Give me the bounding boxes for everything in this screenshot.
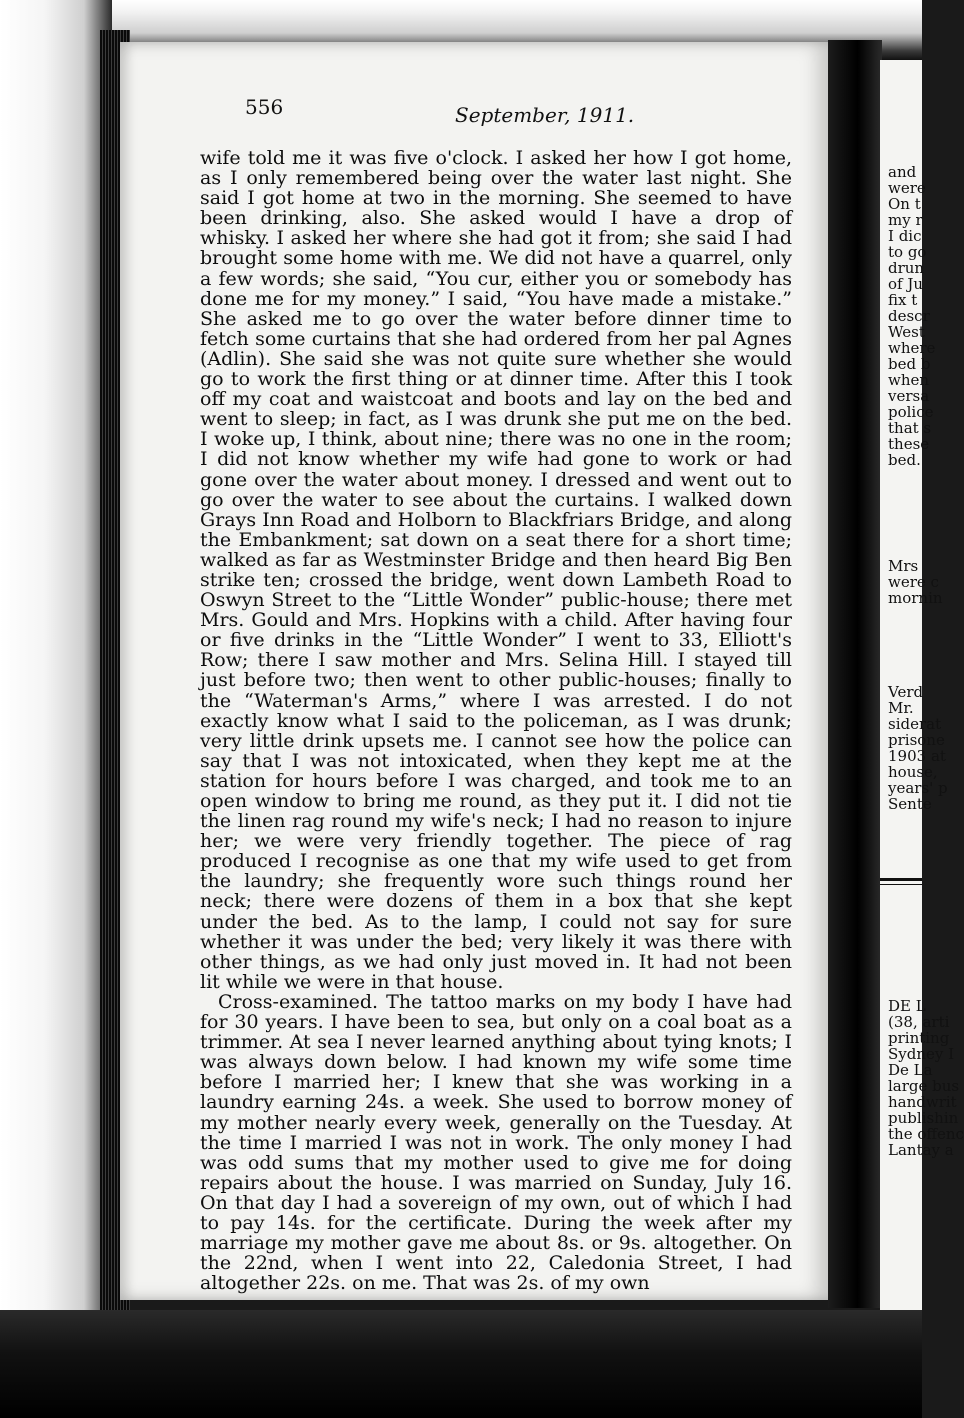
facing-page-line: descr — [888, 307, 930, 325]
facing-page-line: when — [888, 371, 930, 389]
facing-page-line: were — [888, 179, 926, 197]
facing-page-line: Mr. — [888, 699, 914, 717]
facing-page-line: bed. — [888, 451, 921, 469]
scan-border-left — [0, 0, 112, 1418]
facing-page-line: that s — [888, 419, 932, 437]
facing-page-line: Verd — [888, 683, 924, 701]
facing-page-line: prisone — [888, 731, 945, 749]
facing-page-line: large bus — [888, 1077, 960, 1095]
facing-page-line: Lantay a — [888, 1141, 954, 1159]
facing-page-line: (38, arti — [888, 1013, 950, 1031]
facing-page-line: the offenc — [888, 1125, 964, 1143]
facing-page-line: were c — [888, 573, 939, 591]
facing-page-line: publishin — [888, 1109, 959, 1127]
facing-page — [880, 60, 964, 1310]
facing-page-line: siderat — [888, 715, 942, 733]
paragraph-cross-examined: Cross-examined. The tattoo marks on my body I have had for 30 years. I have been to sea, but only on a coal boat as a trimmer. At sea I never learned anything about tying knots; I was always down below. I had known my wife some time before I married her; I knew that she was working in a laundry earning 24s. a week. She used to borrow money of my mother nearly every week, generally on the Tuesday. At the time I married I was not in work. The only money I had was odd sums that my mother used to give me for doing repairs about the house. I was married on Sunday, July 16. On that day I had a sovereign of my own, out of which I had to pay 14s. for the certificate. During the week after my marriage my mother gave me about 8s. or 9s. altogether. On the 22nd, when I went into 22, Caledonia Street, I had altogether 22s. on me. That was 2s. of my own — [200, 990, 792, 1295]
facing-page-line: these — [888, 435, 930, 453]
facing-page-block-4 — [888, 997, 964, 1159]
facing-page-line: I dic — [888, 227, 922, 245]
facing-page-line: house, — [888, 763, 938, 781]
facing-page-line: fix t — [888, 291, 918, 309]
facing-page-line: De La — [888, 1061, 933, 1079]
running-head — [245, 95, 645, 135]
facing-page-line: police — [888, 403, 934, 421]
paragraph-testimony: wife told me it was five o'clock. I asked her how I got home, as I only remembered being over the water last night. She said I got home at two in the morning. She seemed to have been drinking, also. She asked would I have a drop of whisky. I asked her where she had got it from; she said I had brought some home with me. We did not have a quarrel, only a few words; she said, “You cur, either you or somebody has done me for my money.” I said, “You have made a mistake.” She asked me to go over the water before dinner time to fetch some curtains that she had ordered from her pal Agnes (Adlin). She said she was not quite sure whether she would go to work the first thing or at dinner time. After this I took off my coat and waistcoat and boots and lay on the bed and went to sleep; in fact, as I was drunk she put me on the bed. I woke up, I think, about nine; there was no one in the room; I did not know whether my wife had gone to work or had gone over the water about money. I dressed and went out to go over the water to see about the curtains. I walked down Grays Inn Road and Holborn to Blackfriars Bridge, and along the Embankment; sat down on a seat there for a short time; walked as far as Westminster Bridge and then heard Big Ben strike ten; crossed the bridge, went down Lambeth Road to Oswyn Street to the “Little Wonder” public-house; there met Mrs. Gould and Mrs. Hopkins with a child. After having four or five drinks in the “Little Wonder” I went to 33, Elliott's Row; there I saw mother and Mrs. Selina Hill. I stayed till just before two; then went to other public-houses; finally to the “Waterman's Arms,” where I was arrested. I do not exactly know what I said to the policeman, as I was drunk; very little drink upsets me. I cannot see how the police can say that I was not intoxicated, when they kept me at the station for hours before I was charged, and took me to an open window to bring me round, as they put it. I did not tie the linen rag round my wife's neck; I had no reason to injure her; we were very friendly together. The piece of rag produced I recognise as one that my wife used to get from the laundry; she frequently wore such things round her neck; there were dozens of them in a box that she kept under the bed. As to the lamp, I could not say for sure whether it was under the bed; very likely it was there with other things, as we had only just moved in. It had not been lit while we were in that house. — [200, 147, 792, 993]
scan-border-bottom — [0, 1310, 922, 1418]
facing-page-line: DE L — [888, 997, 926, 1015]
facing-page-line: bed b — [888, 355, 931, 373]
facing-page-line: where — [888, 339, 936, 357]
facing-page-line: printing — [888, 1029, 950, 1047]
facing-page-rule — [880, 878, 922, 881]
facing-page-line: to go — [888, 243, 927, 261]
page-body — [200, 148, 792, 1293]
facing-page-line: West — [888, 323, 925, 341]
page-number: 556 — [245, 95, 284, 119]
facing-page-line: my r — [888, 211, 923, 229]
facing-page-line: Sydney I — [888, 1045, 955, 1063]
facing-page-line: mornin — [888, 589, 943, 607]
facing-page-line: Sente — [888, 795, 932, 813]
facing-page-line: 1903 at — [888, 747, 946, 765]
facing-page-line: On t — [888, 195, 921, 213]
facing-page-block-2 — [888, 557, 943, 607]
facing-page-block-1 — [888, 163, 936, 469]
date-line: September, 1911. — [455, 103, 635, 127]
facing-page-block-3 — [888, 683, 948, 813]
facing-page-rule-thin — [880, 884, 922, 885]
facing-page-line: drun — [888, 259, 925, 277]
facing-page-line: Mrs — [888, 557, 919, 575]
facing-page-line: years' p — [888, 779, 948, 797]
facing-page-line: versa — [888, 387, 930, 405]
facing-page-line: and — [888, 163, 917, 181]
book-gutter — [828, 40, 882, 1308]
facing-page-line: handwrit — [888, 1093, 957, 1111]
facing-page-line: of Ju — [888, 275, 924, 293]
